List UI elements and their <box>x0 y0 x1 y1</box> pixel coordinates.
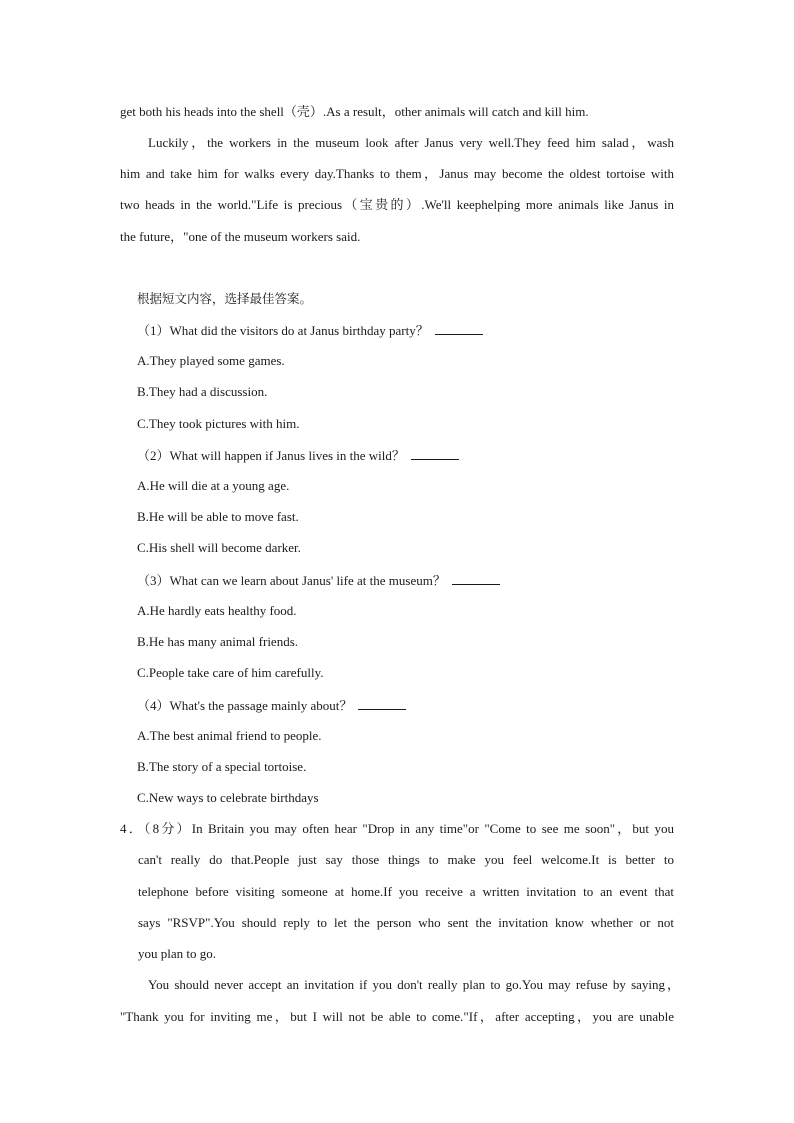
question-4-stem: （4）What's the passage mainly about？ <box>137 697 406 714</box>
question-4-option-c: C.New ways to celebrate birthdays <box>137 790 319 805</box>
q4-line-5: you plan to go. <box>138 946 216 961</box>
question-2-stem: （2）What will happen if Janus lives in the wild？ <box>137 447 459 464</box>
question-3-option-c: C.People take care of him carefully. <box>137 665 324 680</box>
passage-line-1: get both his heads into the shell（壳）.As a result，other animals will catch and kill him. <box>120 104 589 119</box>
q4-line-3: telephone before visiting someone at home.If you receive a written invitation to an event that <box>138 884 674 899</box>
question-3-option-b: B.He has many animal friends. <box>137 634 299 649</box>
q4-line-6: You should never accept an invitation if you don't really plan to go.You may refuse by saying， <box>148 977 680 992</box>
answer-blank[interactable] <box>358 697 406 710</box>
question-2-option-b: B.He will be able to move fast. <box>137 509 299 524</box>
question-2-option-c: C.His shell will become darker. <box>137 540 301 555</box>
q4-line-7: "Thank you for inviting me，but I will not be able to come."If，after accepting，you are unable <box>120 1009 674 1024</box>
passage-line-3: him and take him for walks every day.Thanks to them，Janus may become the oldest tortoise with <box>120 166 674 181</box>
question-4-option-a: A.The best animal friend to people. <box>137 728 322 743</box>
q4-line-4: says "RSVP".You should reply to let the person who sent the invitation know whether or not <box>138 915 674 930</box>
question-3-stem: （3）What can we learn about Janus' life at the museum？ <box>137 572 500 589</box>
passage-line-4: two heads in the world."Life is precious（宝贵的）.We'll keephelping more animals like Janus in <box>120 197 674 212</box>
question-1-option-c: C.They took pictures with him. <box>137 416 300 431</box>
passage-line-2: Luckily，the workers in the museum look after Janus very well.They feed him salad，wash <box>148 135 674 150</box>
answer-blank[interactable] <box>411 447 459 460</box>
question-2-option-a: A.He will die at a young age. <box>137 478 290 493</box>
question-4-option-b: B.The story of a special tortoise. <box>137 759 307 774</box>
instruction-text: 根据短文内容，选择最佳答案。 <box>137 291 313 306</box>
question-3-option-a: A.He hardly eats healthy food. <box>137 603 297 618</box>
question-1-stem: （1）What did the visitors do at Janus birthday party？ <box>137 322 483 339</box>
passage-line-5: the future，"one of the museum workers said. <box>120 229 361 244</box>
question-1-option-a: A.They played some games. <box>137 353 285 368</box>
question-1-option-b: B.They had a discussion. <box>137 384 268 399</box>
q4-line-2: can't really do that.People just say those things to make you feel welcome.It is better to <box>138 852 674 867</box>
q4-line-1: 4．（8分）In Britain you may often hear "Drop in any time"or "Come to see me soon"，but you <box>120 821 674 836</box>
answer-blank[interactable] <box>435 322 483 335</box>
answer-blank[interactable] <box>452 572 500 585</box>
